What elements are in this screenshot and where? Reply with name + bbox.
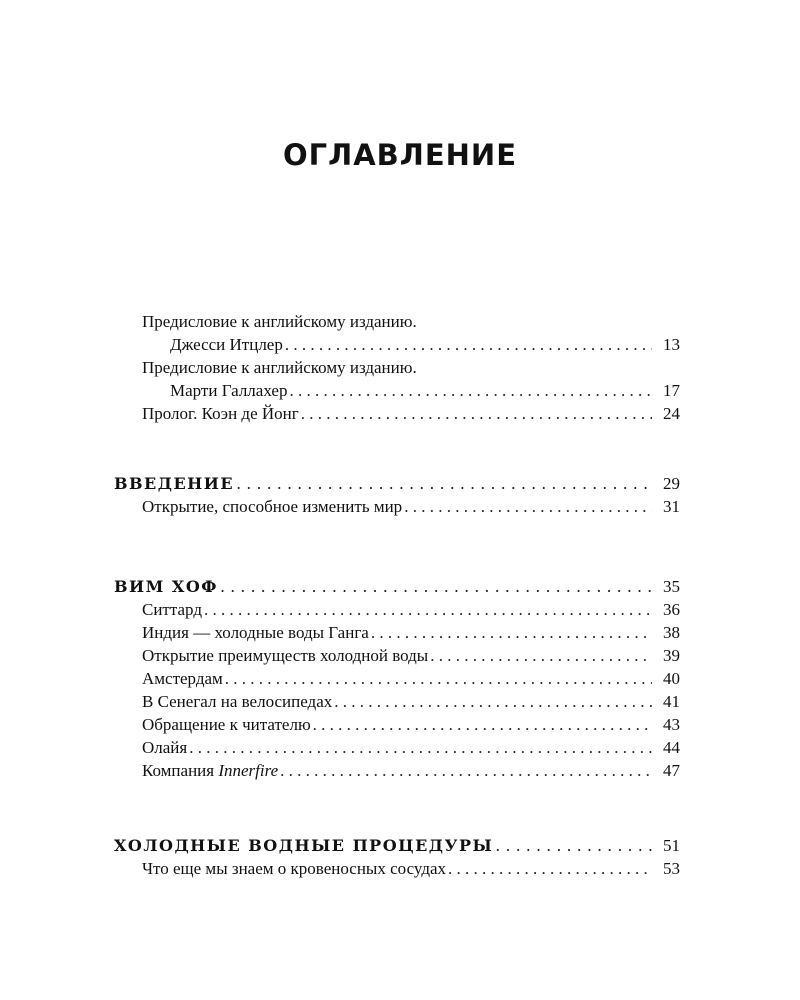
- toc-entry-label: Амстердам: [142, 669, 223, 688]
- toc-entry-label-italic: Innerfire: [218, 761, 279, 780]
- toc-entry-label: Пролог. Коэн де Йонг: [142, 404, 299, 423]
- dot-leader: [189, 736, 652, 759]
- page-number: 43: [663, 715, 680, 734]
- toc-entry[interactable]: [114, 713, 680, 736]
- toc-entry-foreword-2-line1[interactable]: Предисловие к английскому изданию.: [142, 358, 417, 377]
- toc-entry-label: В Сенегал на велосипедах: [142, 692, 333, 711]
- toc-section-wim-hof: [114, 575, 680, 782]
- toc-entry-label: Обращение к читателю: [142, 715, 311, 734]
- section-title: ВВЕДЕНИЕ: [114, 474, 235, 493]
- toc-entry-label: Открытие преимуществ холодной воды: [142, 646, 429, 665]
- page-number: 41: [663, 692, 680, 711]
- page-number: 31: [663, 497, 680, 516]
- toc-entry-label: Марти Галлахер: [170, 381, 288, 400]
- toc-entry-label: Джесси Итцлер: [170, 335, 283, 354]
- page-number: 35: [663, 577, 680, 596]
- page-number: 36: [663, 600, 680, 619]
- toc-entry[interactable]: [114, 667, 680, 690]
- toc-entry-label: [142, 759, 278, 782]
- toc-entry-label: Что еще мы знаем о кровеносных сосудах: [142, 859, 447, 878]
- section-title: ХОЛОДНЫЕ ВОДНЫЕ ПРОЦЕДУРЫ: [114, 836, 494, 855]
- toc-entry[interactable]: [114, 621, 680, 644]
- dot-leader: [236, 472, 652, 495]
- page-number: 24: [663, 404, 680, 423]
- page-number: 47: [663, 761, 680, 780]
- page-title: ОГЛАВЛЕНИЕ: [282, 138, 517, 172]
- page-number: 39: [663, 646, 680, 665]
- dot-leader: [448, 857, 652, 880]
- dot-leader: [220, 575, 652, 598]
- toc-section-heading[interactable]: [114, 834, 680, 857]
- toc-entry[interactable]: [114, 644, 680, 667]
- toc-entry[interactable]: [114, 598, 680, 621]
- toc-entry-foreword-2[interactable]: [114, 379, 680, 402]
- page-number: 13: [663, 335, 680, 354]
- page-number: 53: [663, 859, 680, 878]
- dot-leader: [285, 333, 652, 356]
- dot-leader: [404, 495, 652, 518]
- page-number: 44: [663, 738, 680, 757]
- page-number: 38: [663, 623, 680, 642]
- dot-leader: [334, 690, 652, 713]
- toc-entry[interactable]: [114, 495, 680, 518]
- toc-entry[interactable]: [114, 690, 680, 713]
- toc-section-cold-water: [114, 834, 680, 880]
- toc-entry[interactable]: [114, 736, 680, 759]
- toc-entry-label: Индия — холодные воды Ганга: [142, 623, 369, 642]
- dot-leader: [301, 402, 652, 425]
- dot-leader: [289, 379, 652, 402]
- dot-leader: [313, 713, 652, 736]
- toc-entry-prologue[interactable]: [114, 402, 680, 425]
- section-title: ВИМ ХОФ: [114, 577, 218, 596]
- toc-entry[interactable]: [114, 759, 680, 782]
- page-number: 17: [663, 381, 680, 400]
- toc-entry-label-prefix: Компания: [142, 761, 219, 780]
- dot-leader: [280, 759, 652, 782]
- toc-section-heading[interactable]: [114, 472, 680, 495]
- toc-section-heading[interactable]: [114, 575, 680, 598]
- toc-entry[interactable]: [114, 857, 680, 880]
- dot-leader: [204, 598, 652, 621]
- page-number: 29: [663, 474, 680, 493]
- toc-front-matter: [114, 310, 680, 425]
- toc-entry-foreword-1-line1[interactable]: Предисловие к английскому изданию.: [142, 312, 417, 331]
- dot-leader: [371, 621, 652, 644]
- dot-leader: [225, 667, 652, 690]
- toc-entry-label: Ситтард: [142, 600, 202, 619]
- page-number: 51: [663, 836, 680, 855]
- page-number: 40: [663, 669, 680, 688]
- toc-entry-label: Открытие, способное изменить мир: [142, 497, 403, 516]
- toc-entry-foreword-1[interactable]: [114, 333, 680, 356]
- dot-leader: [495, 834, 652, 857]
- toc-section-introduction: [114, 472, 680, 518]
- toc-entry-label: Олайя: [142, 738, 188, 757]
- dot-leader: [430, 644, 652, 667]
